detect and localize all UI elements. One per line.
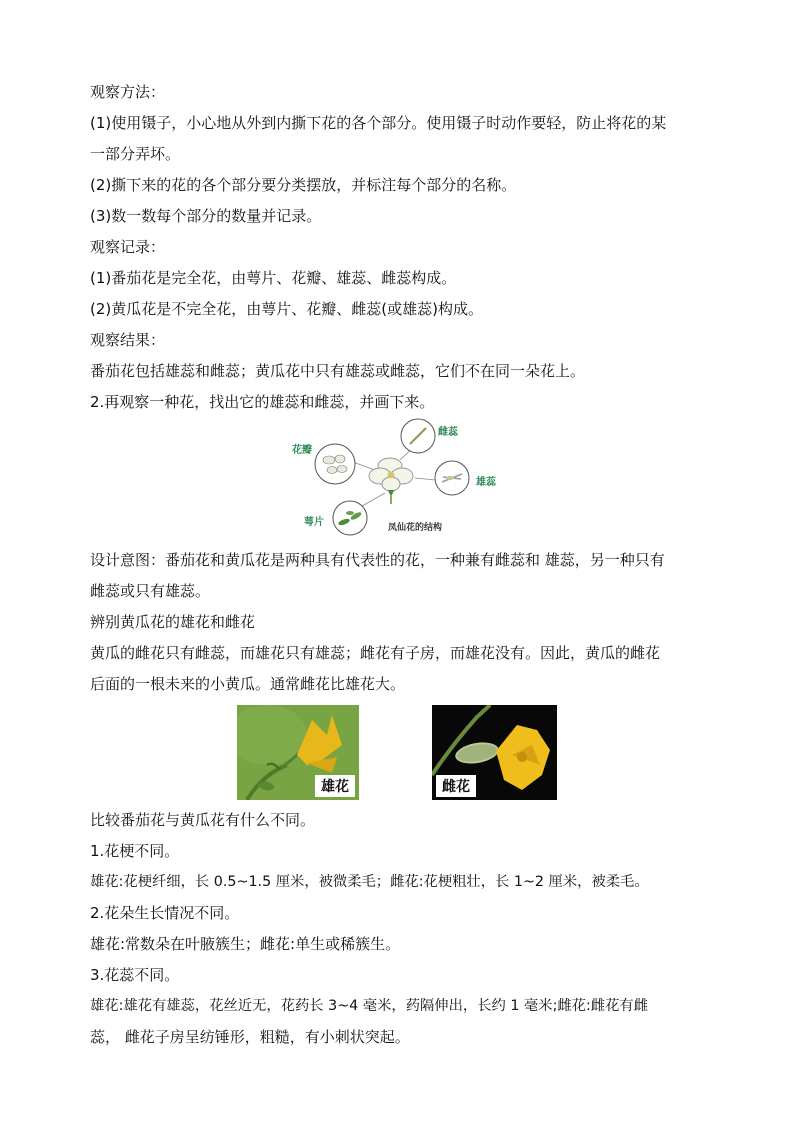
distinguish-line1: 黄瓜的雌花只有雌蕊，而雄花只有雄蕊；雌花有子房，而雄花没有。因此，黄瓜的雌花 xyxy=(90,644,661,662)
pistil-circle xyxy=(401,419,435,453)
female-flower-photo xyxy=(432,705,557,800)
observe-step3: (3)数一数每个部分的数量并记录。 xyxy=(90,207,322,225)
task2-text: 2.再观察一种花，找出它的雄蕊和雌蕊，并画下来。 xyxy=(90,393,435,411)
observe-step2: (2)撕下来的花的各个部分要分类摆放，并标注每个部分的名称。 xyxy=(90,176,517,194)
male-flower-label: 雄花 xyxy=(315,775,355,797)
label-pistil: 雌蕊 xyxy=(438,427,458,438)
observe-result-heading: 观察结果： xyxy=(90,331,166,349)
compare-p1-title: 1.花梗不同。 xyxy=(90,842,180,860)
observe-method-heading: 观察方法： xyxy=(90,83,166,101)
label-stamen: 雄蕊 xyxy=(476,477,496,488)
compare-p3-title: 3.花蕊不同。 xyxy=(90,966,180,984)
observe-record-item1: (1)番茄花是完全花，由萼片、花瓣、雄蕊、雌蕊构成。 xyxy=(90,269,457,287)
flower-structure-diagram xyxy=(280,418,520,536)
observe-record-heading: 观察记录： xyxy=(90,238,166,256)
compare-p3-text-line1: 雄花:雄花有雄蕊，花丝近无，花药长 3~4 毫米，药隔伸出，长约 1 毫米;雌花:雌花有雌 xyxy=(90,998,648,1014)
distinguish-line2: 后面的一根未来的小黄瓜。通常雌花比雄花大。 xyxy=(90,675,406,693)
observe-step1-line1: (1)使用镊子，小心地从外到内撕下花的各个部分。使用镊子时动作要轻，防止将花的某 xyxy=(90,114,667,132)
petal-circle xyxy=(315,444,355,484)
male-flower-photo xyxy=(237,705,359,800)
stamen-circle xyxy=(435,461,469,495)
design-intent-line1: 设计意图：番茄花和黄瓜花是两种具有代表性的花，一种兼有雌蕊和 雄蕊，另一种只有 xyxy=(90,551,665,569)
sepal-circle xyxy=(333,501,367,535)
female-flower-label: 雌花 xyxy=(436,775,476,797)
observe-result-text: 番茄花包括雄蕊和雌蕊；黄瓜花中只有雄蕊或雌蕊，它们不在同一朵花上。 xyxy=(90,362,586,380)
compare-heading: 比较番茄花与黄瓜花有什么不同。 xyxy=(90,811,316,829)
label-sepal: 萼片 xyxy=(304,517,324,528)
distinguish-heading: 辨别黄瓜花的雄花和雌花 xyxy=(90,613,256,631)
diagram-caption: 凤仙花的结构 xyxy=(388,523,443,533)
compare-p1-text: 雄花:花梗纤细，长 0.5~1.5 厘米，被微柔毛；雌花:花梗粗壮，长 1~2 厘米，被柔毛。 xyxy=(90,874,649,890)
observe-step1-line2: 一部分弄坏。 xyxy=(90,145,181,163)
compare-p2-text: 雄花:常数朵在叶腋簇生；雌花:单生或稀簇生。 xyxy=(90,935,401,953)
impatiens-flower-drawing xyxy=(369,458,413,504)
compare-p2-title: 2.花朵生长情况不同。 xyxy=(90,904,240,922)
observe-record-item2: (2)黄瓜花是不完全花，由萼片、花瓣、雌蕊(或雄蕊)构成。 xyxy=(90,300,483,318)
label-petal: 花瓣 xyxy=(292,445,312,456)
compare-p3-text-line2: 蕊， 雌花子房呈纺锤形，粗糙，有小刺状突起。 xyxy=(90,1028,410,1046)
design-intent-line2: 雌蕊或只有雄蕊。 xyxy=(90,582,211,600)
